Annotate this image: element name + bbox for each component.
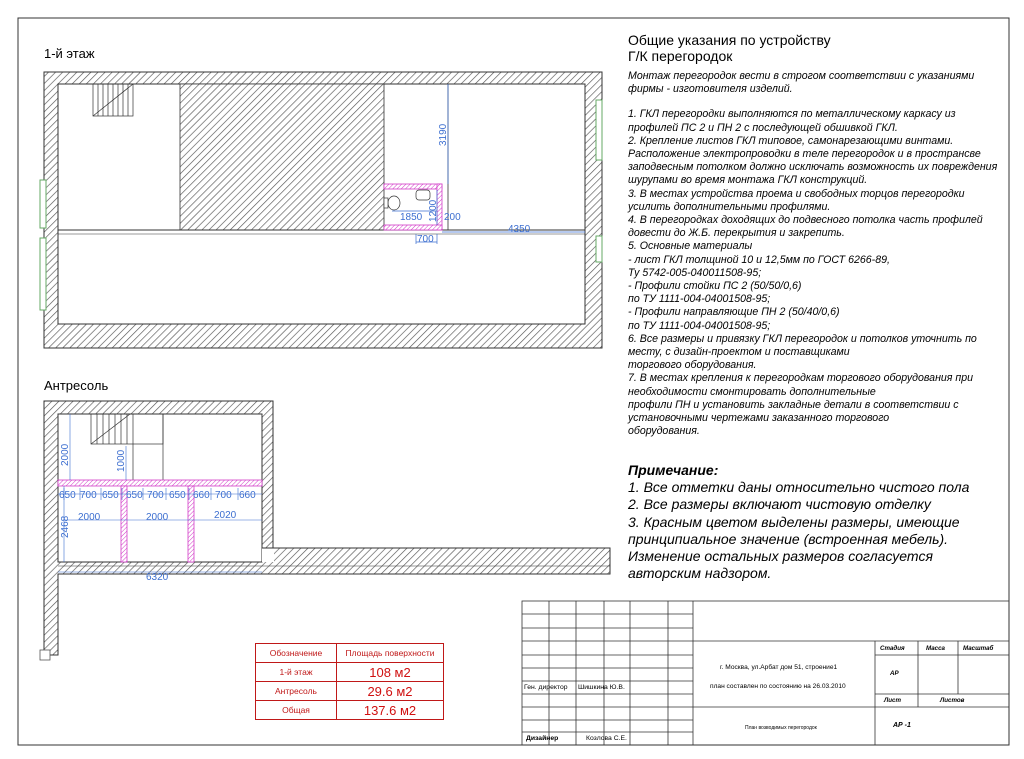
- notes-body: 1. ГКЛ перегородки выполняются по металлическому каркасу из профилей ПС 2 и ПН 2 с последующей обшивкой ГКЛ. 2. Крепление листов ГКЛ типовое, самонарезающими винтами. Расположение электропроводки в теле перегородок и в пространсве заподвесным потолком должно исключать возможность их повреждения шурупами во время монтажа ГКЛ конструкций. 3. В местах устройства проема и свободных торцов перегородки усилить дополнительными профилями. 4. В перегородках доходящих до подвесного потолка часть профилей довести до Ж.Б. перекрытия и закрепить. 5. Основные материалы - лист ГКЛ толщиной 10 и 12,5мм по ГОСТ 6266-89, Ту 5742-005-040011508-95; - Профили стойки ПС 2 (50/50/0,6) по ТУ 1111-004-04001508-95; - Профили направляющие ПН 2 (50/40/0,6) по ТУ 1111-004-04001508-95; 6. Все размеры и привязку ГКЛ перегородок и потолков уточнить по месту, с дизайн-проектом и поставщиками торгового оборудования. 7. В местах крепления к перегородкам торгового оборудования при необходимости смонтировать дополнительные профили ПН и установить закладные детали в соответствии с установочными чертежами заказанного торгового оборудования.: [628, 108, 998, 438]
- remark-item: 3. Красным цветом выделены размеры, имеющие принципиальное значение (встроенная мебель). Изменение остальных размеров согласуется авторским надзором.: [628, 513, 960, 582]
- table-row: [256, 663, 444, 682]
- dim-200: 200: [444, 212, 461, 223]
- tb-stage-header: Стадия: [880, 645, 905, 652]
- dim-row-1: 700: [80, 490, 97, 501]
- area-row-value: 137.6 м2: [337, 701, 444, 720]
- dim-row-0: 650: [59, 490, 76, 501]
- mezzanine-plan: [40, 401, 610, 660]
- dim-row-2: 650: [102, 490, 119, 501]
- dim-700: 700: [417, 234, 434, 245]
- area-row-value: 108 м2: [337, 663, 444, 682]
- area-row-label: Общая: [256, 701, 337, 720]
- table-row: [256, 701, 444, 720]
- floor1-plan: [40, 72, 602, 348]
- area-row-label: 1-й этаж: [256, 663, 337, 682]
- tb-designer-name: Козлова С.Е.: [586, 735, 627, 742]
- area-row-value: 29.6 м2: [337, 682, 444, 701]
- remarks-title: Примечание:: [628, 462, 719, 478]
- area-table: [255, 643, 444, 720]
- general-notes: [628, 32, 1000, 438]
- tb-address: г. Москва, ул.Арбат дом 51, строение1: [720, 664, 838, 671]
- dim-1200: 1200: [428, 199, 439, 222]
- tb-sheets-header: Листов: [940, 697, 965, 704]
- dim-4350: 4350: [508, 224, 531, 235]
- dim-2000-b: 2000: [146, 512, 169, 523]
- dim-row-7: 700: [215, 490, 232, 501]
- dim-row-4: 700: [147, 490, 164, 501]
- title-block-grid: [522, 601, 1009, 745]
- dim-2468: 2468: [60, 515, 71, 538]
- table-row: [256, 682, 444, 701]
- notes-title-line1: Общие указания по устройству: [628, 32, 831, 48]
- dim-2000-vertical: 2000: [60, 443, 71, 466]
- dim-row-3: 650: [126, 490, 143, 501]
- remarks: [628, 462, 1008, 582]
- notes-intro: Монтаж перегородок вести в строгом соответствии с указаниями фирмы - изготовителя изделий.: [628, 70, 975, 96]
- remark-item: 1. Все отметки даны относительно чистого пола: [628, 479, 970, 496]
- dim-row-8: 660: [239, 490, 256, 501]
- dim-2000-a: 2000: [78, 512, 101, 523]
- tb-drawing-title: План возводимых перегородок: [745, 725, 817, 731]
- tb-gen-director-role: Ген. директор: [524, 684, 568, 691]
- tb-sheet-header: Лист: [884, 697, 901, 704]
- table-row: [256, 644, 444, 663]
- dim-1000: 1000: [116, 449, 127, 472]
- area-row-label: Антресоль: [256, 682, 337, 701]
- tb-stage-value: АР: [890, 670, 899, 677]
- mezzanine-label: Антресоль: [44, 378, 109, 393]
- dim-1850: 1850: [400, 212, 423, 223]
- dim-row-5: 650: [169, 490, 186, 501]
- tb-gen-director-name: Шишкина Ю.В.: [578, 684, 625, 691]
- tb-scale-header: Масштаб: [963, 645, 994, 652]
- remark-item: 2. Все размеры включают чистовую отделку: [628, 496, 931, 513]
- tb-sheet-code: АР -1: [893, 722, 911, 729]
- dim-2020: 2020: [214, 510, 237, 521]
- notes-title-line2: Г/К перегородок: [628, 48, 733, 64]
- floor1-label: 1-й этаж: [44, 46, 95, 61]
- tb-status: план составлен по состоянию на 26.03.2010: [710, 683, 846, 690]
- dim-6320: 6320: [146, 572, 169, 583]
- tb-mass-header: Масса: [926, 645, 945, 652]
- area-header-designation: Обозначение: [256, 644, 337, 663]
- tb-designer-role: Дизайнер: [526, 735, 559, 742]
- dim-row-6: 660: [193, 490, 210, 501]
- dim-3190: 3190: [438, 123, 449, 146]
- area-header-surface: Площадь поверхности: [337, 644, 444, 663]
